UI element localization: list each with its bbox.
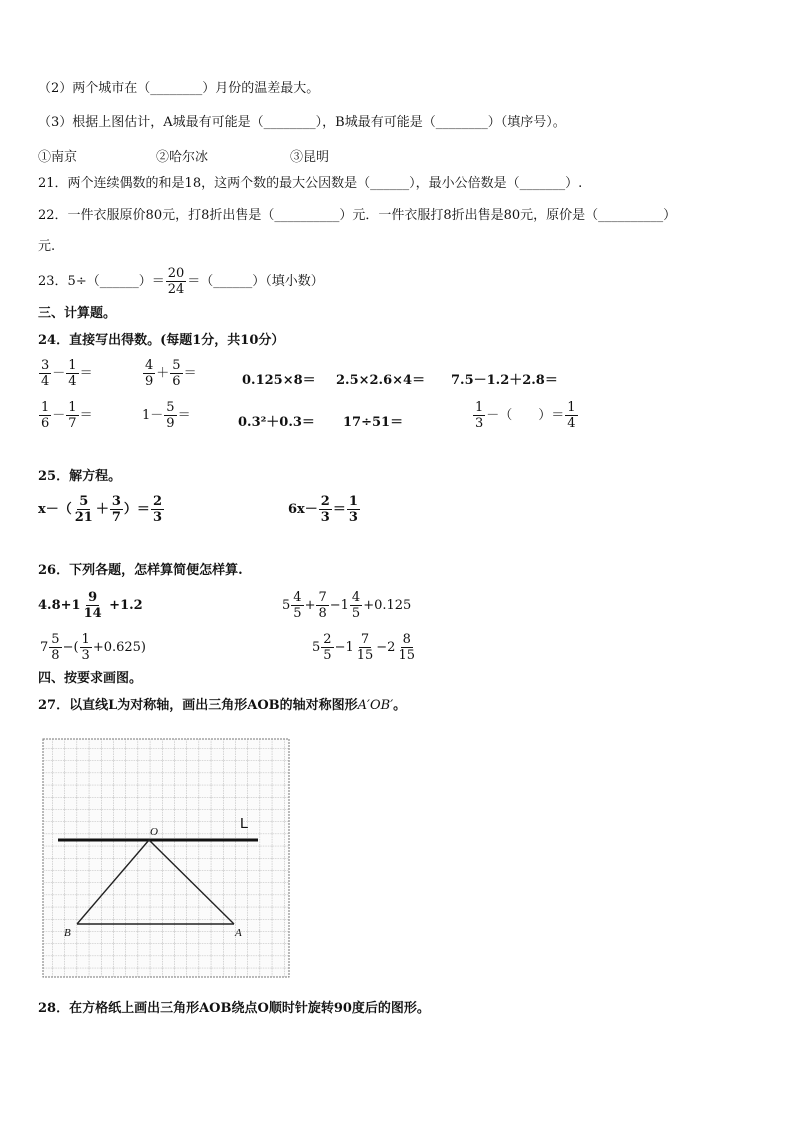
frac-num: 7 [318,590,327,605]
frac-den: 3 [152,510,162,525]
frac-den: 14 [83,606,102,621]
frac-num: 1 [348,494,358,509]
fraction [319,494,332,525]
operator: － [52,366,66,381]
fraction [565,400,577,431]
frac-den: 9 [145,374,154,389]
operator: −2 [376,640,396,655]
prefix: 4.8+1 [38,598,81,613]
frac-num: 3 [41,358,50,373]
whole: 5 [282,598,291,613]
label-b: B [64,927,71,939]
q26-p4 [312,632,418,663]
frac-den: 3 [348,510,358,525]
fraction [473,400,485,431]
frac-num: 2 [152,494,162,509]
q24-r1-c: 0.125×8＝ [242,373,316,388]
prefix: 6x－ [288,502,318,517]
whole: 7 [40,640,49,655]
frac-num: 4 [145,358,154,373]
frac-num: 2 [323,632,332,647]
frac-den: 7 [111,510,121,525]
fraction [80,632,92,663]
fraction [321,632,333,663]
q20-option-3: ③昆明 [290,150,330,165]
q23-text [38,266,324,297]
q22-line2: 元. [38,239,56,254]
q22-line1: 22．一件衣服原价80元，打8折出售是（__________）元．一件衣服打8折出售是80元，原价是（__________） [38,208,677,223]
operator: ＋ [95,502,109,517]
fraction [66,358,78,389]
frac-den: 3 [81,648,90,663]
fraction [49,632,61,663]
q26-p1 [38,590,143,621]
q25-title: 25．解方程。 [38,469,122,484]
frac-num: 1 [81,632,90,647]
frac-den: 21 [74,510,93,525]
operator: −1 [334,640,354,655]
q24-r2-d: 17÷51＝ [343,415,404,430]
equals: ＝ [177,408,191,423]
equals: ＝ [79,366,93,381]
q24-r1-b [142,358,197,389]
grid-lines [43,739,289,977]
frac-num: 5 [79,494,89,509]
frac-den: 8 [318,606,327,621]
frac-num: 5 [51,632,60,647]
fraction [82,590,104,621]
q25-eq1 [38,494,165,525]
frac-den: 15 [356,648,374,663]
fraction [355,632,376,663]
grid-svg [40,736,292,980]
section-4-heading: 四、按要求画图。 [38,671,143,686]
frac-den: 5 [293,606,302,621]
middle: −( [62,640,79,655]
operator: + [304,598,316,613]
fraction [73,494,95,525]
frac-den: 4 [68,374,77,389]
fraction [66,400,78,431]
q24-r2-a [38,400,93,431]
frac-den: 4 [41,374,50,389]
q26-p2 [282,590,411,621]
fraction [164,400,176,431]
fraction [143,358,155,389]
q27-statement: 27．以直线L为对称轴，画出三角形AOB的轴对称图形 [38,698,358,713]
frac-den: 4 [567,416,576,431]
q24-r2-e [472,400,579,431]
frac-den: 3 [320,510,330,525]
q20-option-1: ①南京 [38,150,78,165]
q20-part3: （3）根据上图估计，A城最有可能是（________），B城最有可能是（________）（填序号）。 [38,115,566,130]
suffix: +1.2 [104,598,143,613]
frac-den: 6 [172,374,181,389]
operator: － [52,408,66,423]
label-a: A [235,927,242,939]
fraction [396,632,417,663]
frac-den: 7 [68,416,77,431]
equals: ＝ [79,408,93,423]
frac-num: 2 [320,494,330,509]
frac-den: 3 [475,416,484,431]
fraction [316,590,328,621]
frac-num: 8 [402,632,411,647]
frac-den: 8 [51,648,60,663]
close: ）＝ [123,502,150,517]
q27-symbol: A′OB′ [357,698,394,713]
frac-num: 1 [68,400,77,415]
label-l: L [240,815,249,832]
q26-p3 [40,632,146,663]
q24-r1-a [38,358,93,389]
frac-num: 5 [172,358,181,373]
q26-title: 26．下列各题，怎样算简便怎样算. [38,563,243,578]
frac-num: 7 [360,632,370,647]
fraction [110,494,123,525]
frac-num: 9 [88,590,98,605]
frac-den: 6 [41,416,50,431]
frac-den: 9 [166,416,175,431]
prefix: 1－ [142,408,164,423]
q23-frac-num: 20 [167,266,185,281]
frac-num: 1 [475,400,484,415]
frac-num: 1 [567,400,576,415]
q23-fraction [166,266,187,297]
q24-r1-d: 2.5×2.6×4＝ [336,373,426,388]
frac-den: 15 [398,648,415,663]
operator: ＝ [332,502,346,517]
q27-grid-figure [40,736,292,980]
q25-eq2 [288,494,361,525]
operator: −1 [329,598,349,613]
operator: ＋ [156,366,170,381]
q24-r2-c: 0.3²＋0.3＝ [238,415,315,430]
fraction [350,590,362,621]
fraction [39,358,51,389]
q24-r2-b [142,400,191,431]
middle: －（ ）＝ [486,408,565,423]
q23-prefix: 23．5÷（______）＝ [38,274,165,289]
frac-num: 5 [166,400,175,415]
q27-tail: 。 [393,698,407,713]
frac-num: 1 [68,358,77,373]
q23-frac-den: 24 [167,282,185,297]
frac-num: 4 [293,590,302,605]
q21-text: 21．两个连续偶数的和是18，这两个数的最大公因数是（______），最小公倍数是（_______）. [38,176,583,191]
q23-suffix: ＝（______）（填小数） [187,274,324,289]
frac-num: 3 [111,494,121,509]
frac-den: 5 [351,606,361,621]
fraction [170,358,182,389]
q24-title: 24．直接写出得数。(每题1分，共10分） [38,333,285,348]
frac-den: 5 [323,648,332,663]
q20-part2: （2）两个城市在（________）月份的温差最大。 [38,81,320,96]
suffix: +0.125 [363,598,412,613]
fraction [347,494,360,525]
frac-num: 4 [351,590,361,605]
q28-text: 28．在方格纸上画出三角形AOB绕点O顺时针旋转90度后的图形。 [38,1001,430,1016]
label-o: O [150,826,158,838]
q27-text [38,697,406,715]
fraction [291,590,303,621]
q24-r1-e: 7.5－1.2＋2.8＝ [451,373,558,388]
fraction [151,494,164,525]
whole: 5 [312,640,321,655]
prefix: x－（ [38,502,72,517]
section-3-heading: 三、计算题。 [38,306,117,321]
frac-num: 1 [41,400,50,415]
fraction [39,400,51,431]
suffix: +0.625) [92,640,146,655]
equals: ＝ [183,366,197,381]
q20-option-2: ②哈尔冰 [156,150,209,165]
